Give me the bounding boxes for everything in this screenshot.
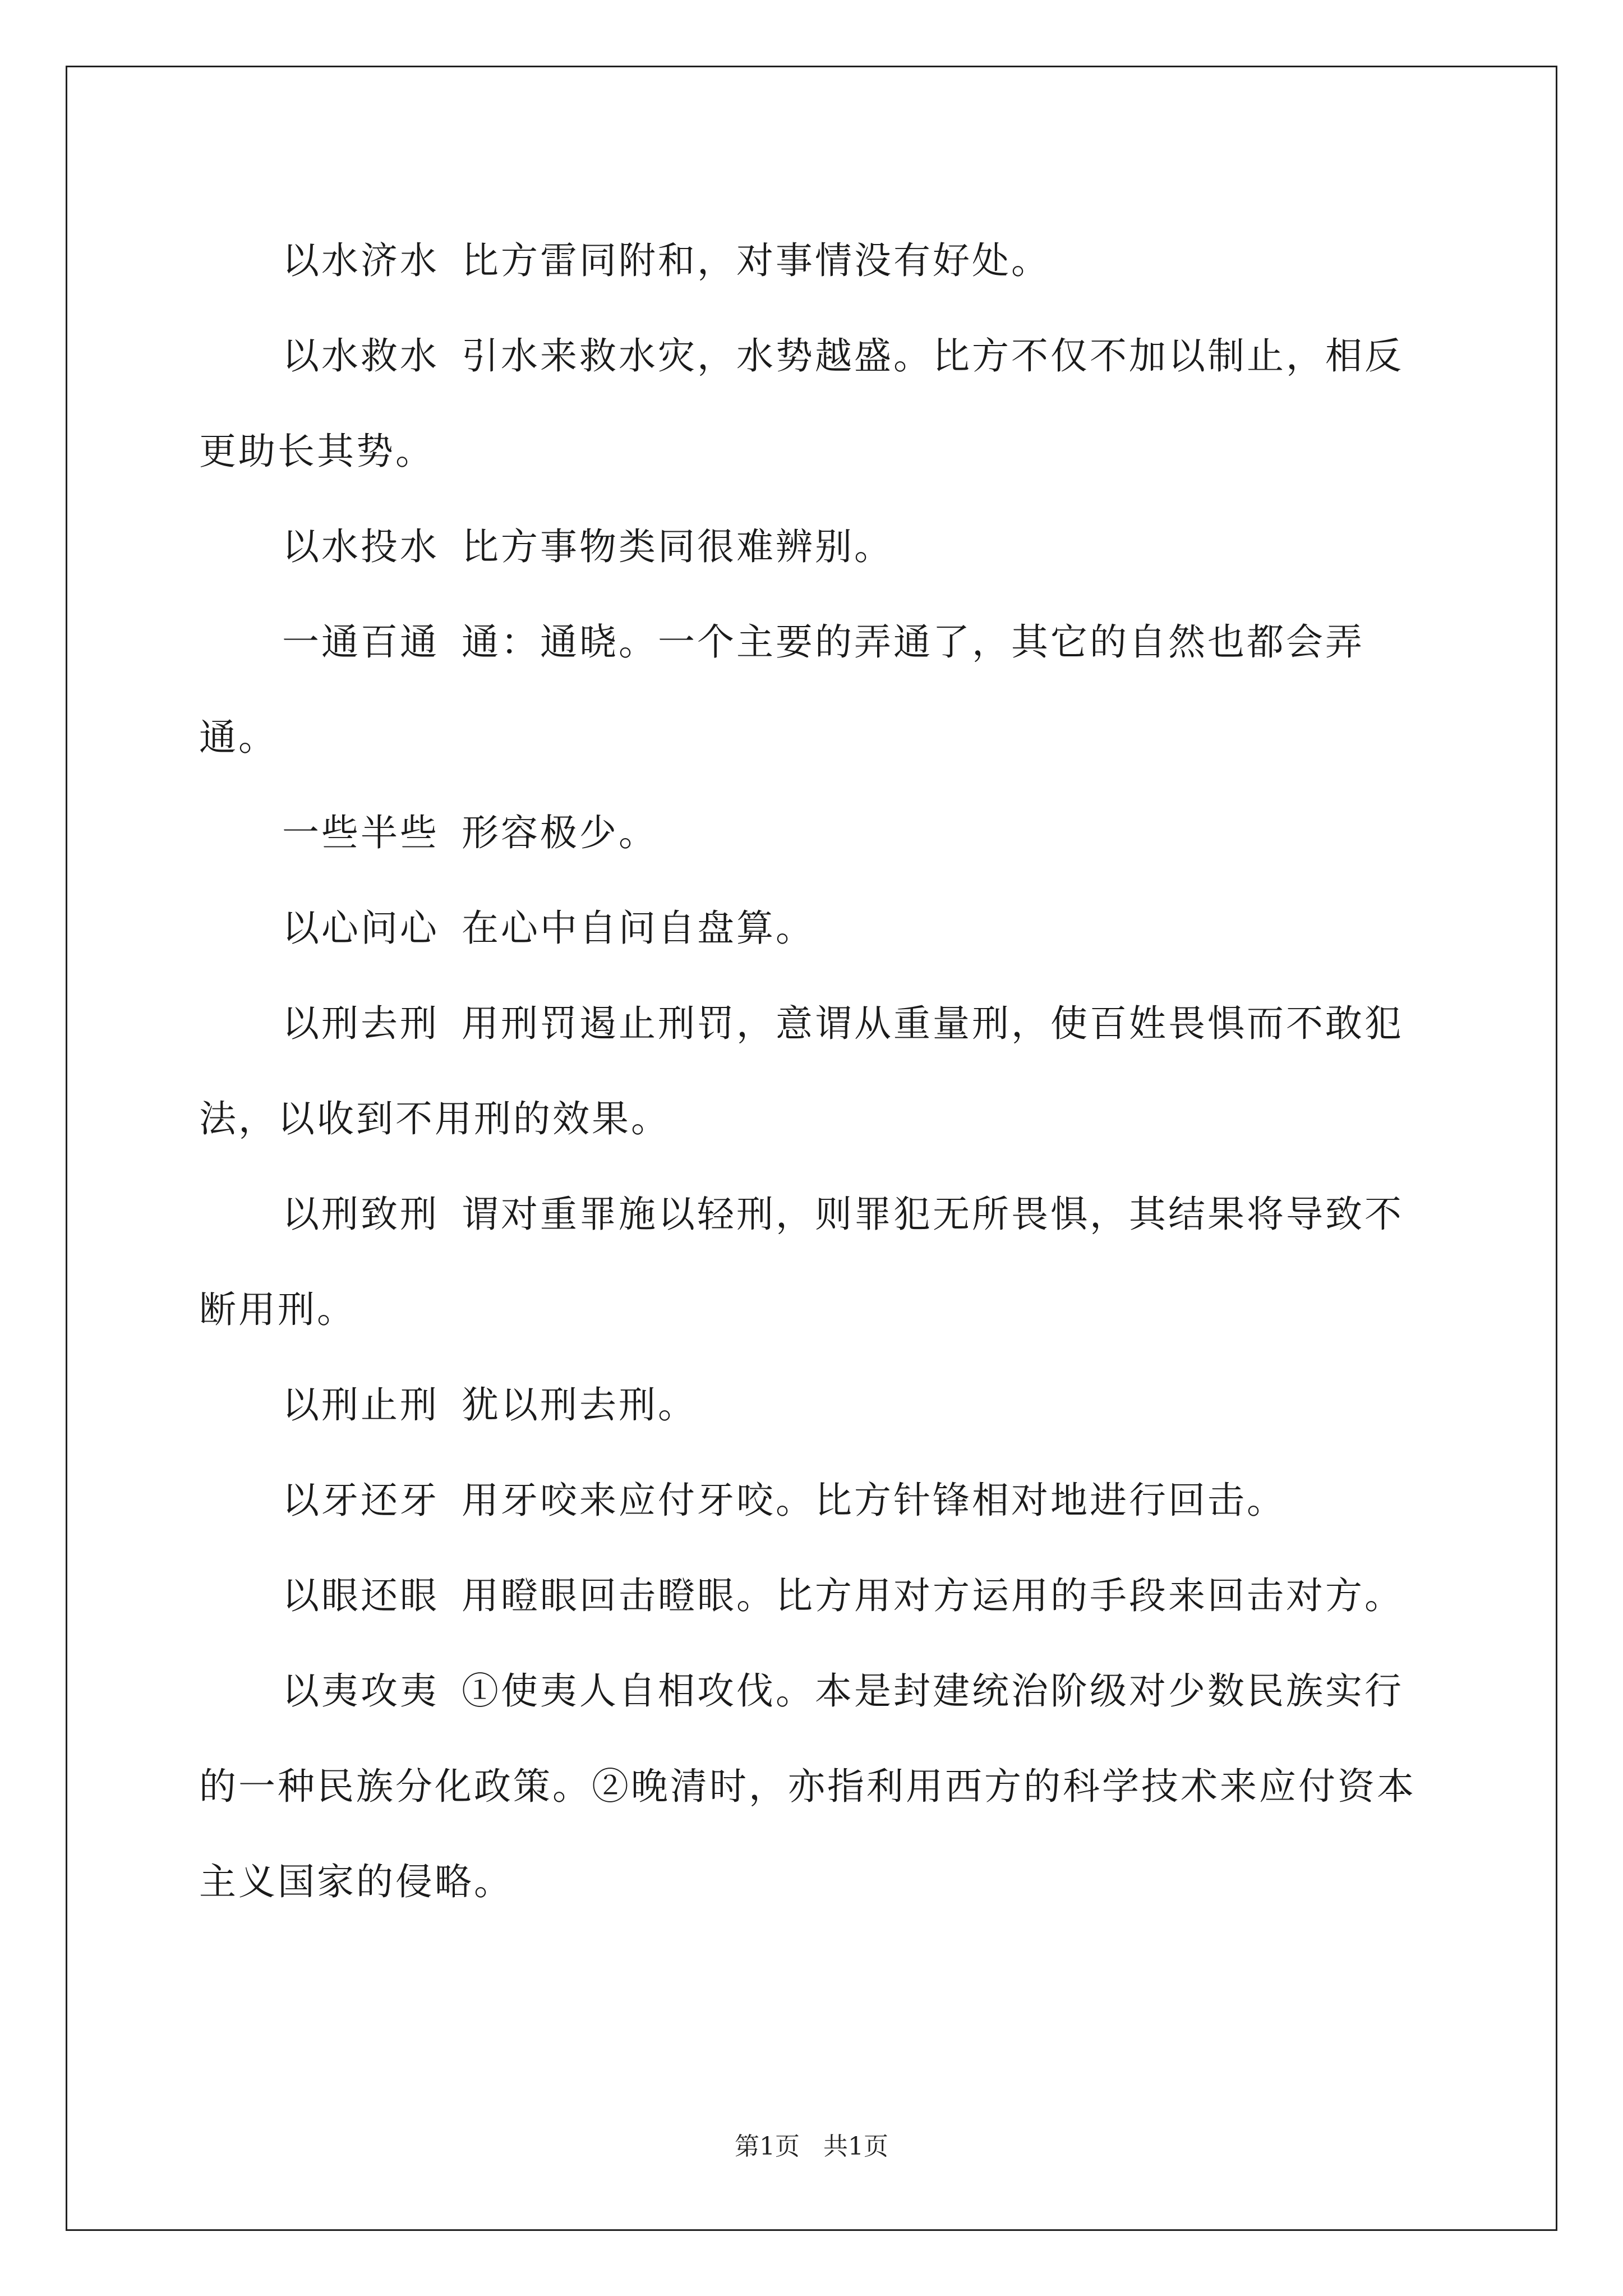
idiom-entry xyxy=(199,1453,1433,1548)
idiom-term: 以刑致刑 xyxy=(282,1193,439,1236)
idiom-term: 以牙还牙 xyxy=(282,1479,439,1522)
idiom-entry xyxy=(199,785,1433,881)
page-footer xyxy=(0,2126,1623,2162)
idiom-definition: 犹以刑去刑。 xyxy=(462,1383,697,1427)
idiom-term: 以心问心 xyxy=(282,907,439,950)
idiom-definition: 通：通晓。一个主要的弄通了，其它的自然也都会弄通。 xyxy=(199,620,1364,759)
idiom-definition: 用刑罚遏止刑罚，意谓从重量刑，使百姓畏惧而不敢犯法，以收到不用刑的效果。 xyxy=(199,1002,1404,1140)
idiom-entry xyxy=(199,976,1433,1167)
idiom-entry xyxy=(199,1358,1433,1453)
idiom-entry xyxy=(199,213,1433,309)
idiom-definition: 谓对重罪施以轻刑，则罪犯无所畏惧，其结果将导致不断用刑。 xyxy=(199,1193,1404,1331)
idiom-term: 以水救水 xyxy=(282,334,439,378)
idiom-term: 以夷攻夷 xyxy=(282,1669,439,1713)
idiom-entry xyxy=(199,309,1433,499)
idiom-term: 以水济水 xyxy=(282,239,439,282)
idiom-term: 以刑去刑 xyxy=(282,1002,439,1045)
page-total: 共1页 xyxy=(823,2132,888,2161)
idiom-definition: 比方事物类同很难辨别。 xyxy=(462,525,893,568)
idiom-term: 以水投水 xyxy=(282,525,439,568)
idiom-list xyxy=(199,213,1433,1930)
idiom-entry xyxy=(199,595,1433,785)
idiom-definition: ①使夷人自相攻伐。本是封建统治阶级对少数民族实行的一种民族分化政策。②晚清时，亦指利用西方的科学技术来应付资本主义国家的侵略。 xyxy=(199,1669,1416,1903)
idiom-definition: 用牙咬来应付牙咬。比方针锋相对地进行回击。 xyxy=(462,1479,1286,1522)
idiom-definition: 用瞪眼回击瞪眼。比方用对方运用的手段来回击对方。 xyxy=(462,1574,1404,1617)
idiom-term: 一通百通 xyxy=(282,620,439,664)
idiom-term: 以刑止刑 xyxy=(282,1383,439,1427)
page-number: 第1页 xyxy=(735,2132,800,2161)
idiom-entry xyxy=(199,1548,1433,1644)
idiom-term: 一些半些 xyxy=(282,811,439,854)
idiom-entry xyxy=(199,881,1433,976)
idiom-definition: 形容极少。 xyxy=(462,811,658,854)
idiom-definition: 在心中自问自盘算。 xyxy=(462,907,815,950)
idiom-entry xyxy=(199,499,1433,595)
idiom-entry xyxy=(199,1644,1433,1930)
idiom-definition: 比方雷同附和，对事情没有好处。 xyxy=(462,239,1050,282)
idiom-term: 以眼还眼 xyxy=(282,1574,439,1617)
idiom-entry xyxy=(199,1167,1433,1358)
idiom-definition: 引水来救水灾，水势越盛。比方不仅不加以制止，相反更助长其势。 xyxy=(199,334,1404,473)
